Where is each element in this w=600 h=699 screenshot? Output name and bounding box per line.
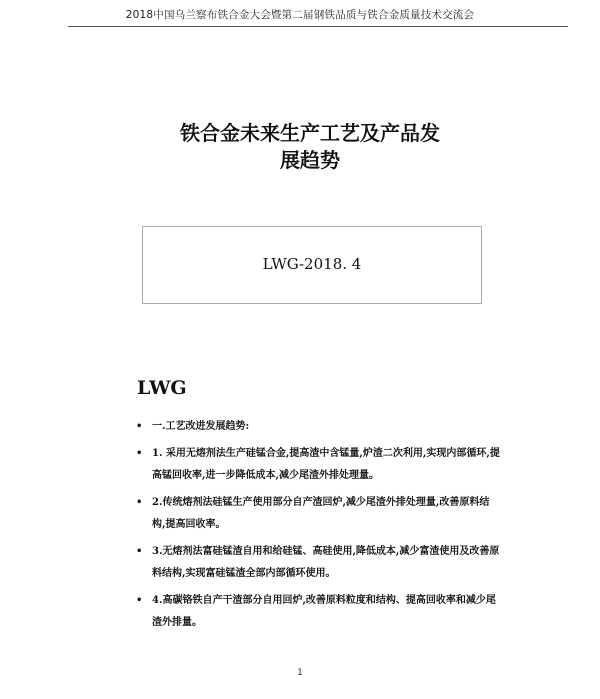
- bullet-item: [132, 443, 502, 487]
- document-code: LWG-2018. 4: [262, 255, 362, 273]
- bullet-item: [132, 590, 502, 634]
- page-number: 1: [297, 668, 303, 678]
- bullet-dot-icon: •: [136, 497, 143, 508]
- title-line-2: 展趋势: [280, 148, 340, 172]
- bullet-item: [132, 416, 502, 438]
- document-code-box: [142, 226, 482, 304]
- section-heading: LWG: [137, 377, 187, 399]
- bullet-dot-icon: •: [136, 546, 143, 557]
- bullet-text: 1. 采用无熔剂法生产硅锰合金,提高渣中含锰量,炉渣二次利用,实现内部循环,提高锰回收率,进一步降低成本,减少尾渣外排处理量。: [152, 448, 500, 481]
- conference-header: 2018中国乌兰察布铁合金大会暨第二届钢铁品质与铁合金质量技术交流会: [125, 9, 475, 21]
- bullet-text: 4.高碳铬铁自产干渣部分自用回炉,改善原料粒度和结构、提高回收率和减少尾渣外排量。: [152, 595, 496, 628]
- bullet-item: [132, 492, 502, 536]
- bullet-dot-icon: •: [136, 595, 143, 606]
- bullet-text: 2.传统熔剂法硅锰生产使用部分自产渣回炉,减少尾渣外排处理量,改善原料结构,提高回收率。: [152, 497, 490, 530]
- document-title: [140, 120, 480, 174]
- bullet-text: 一.工艺改进发展趋势:: [152, 421, 250, 432]
- title-line-1: 铁合金未来生产工艺及产品发: [180, 121, 440, 145]
- bullet-dot-icon: •: [136, 448, 143, 459]
- header-divider: [68, 26, 568, 27]
- bullet-list: [132, 416, 502, 634]
- bullet-text: 3.无熔剂法富硅锰渣自用和给硅锰、高硅使用,降低成本,减少富渣使用及改善原料结构,实现富硅锰渣全部内部循环使用。: [152, 546, 500, 579]
- bullet-dot-icon: •: [136, 421, 143, 432]
- bullet-item: [132, 541, 502, 585]
